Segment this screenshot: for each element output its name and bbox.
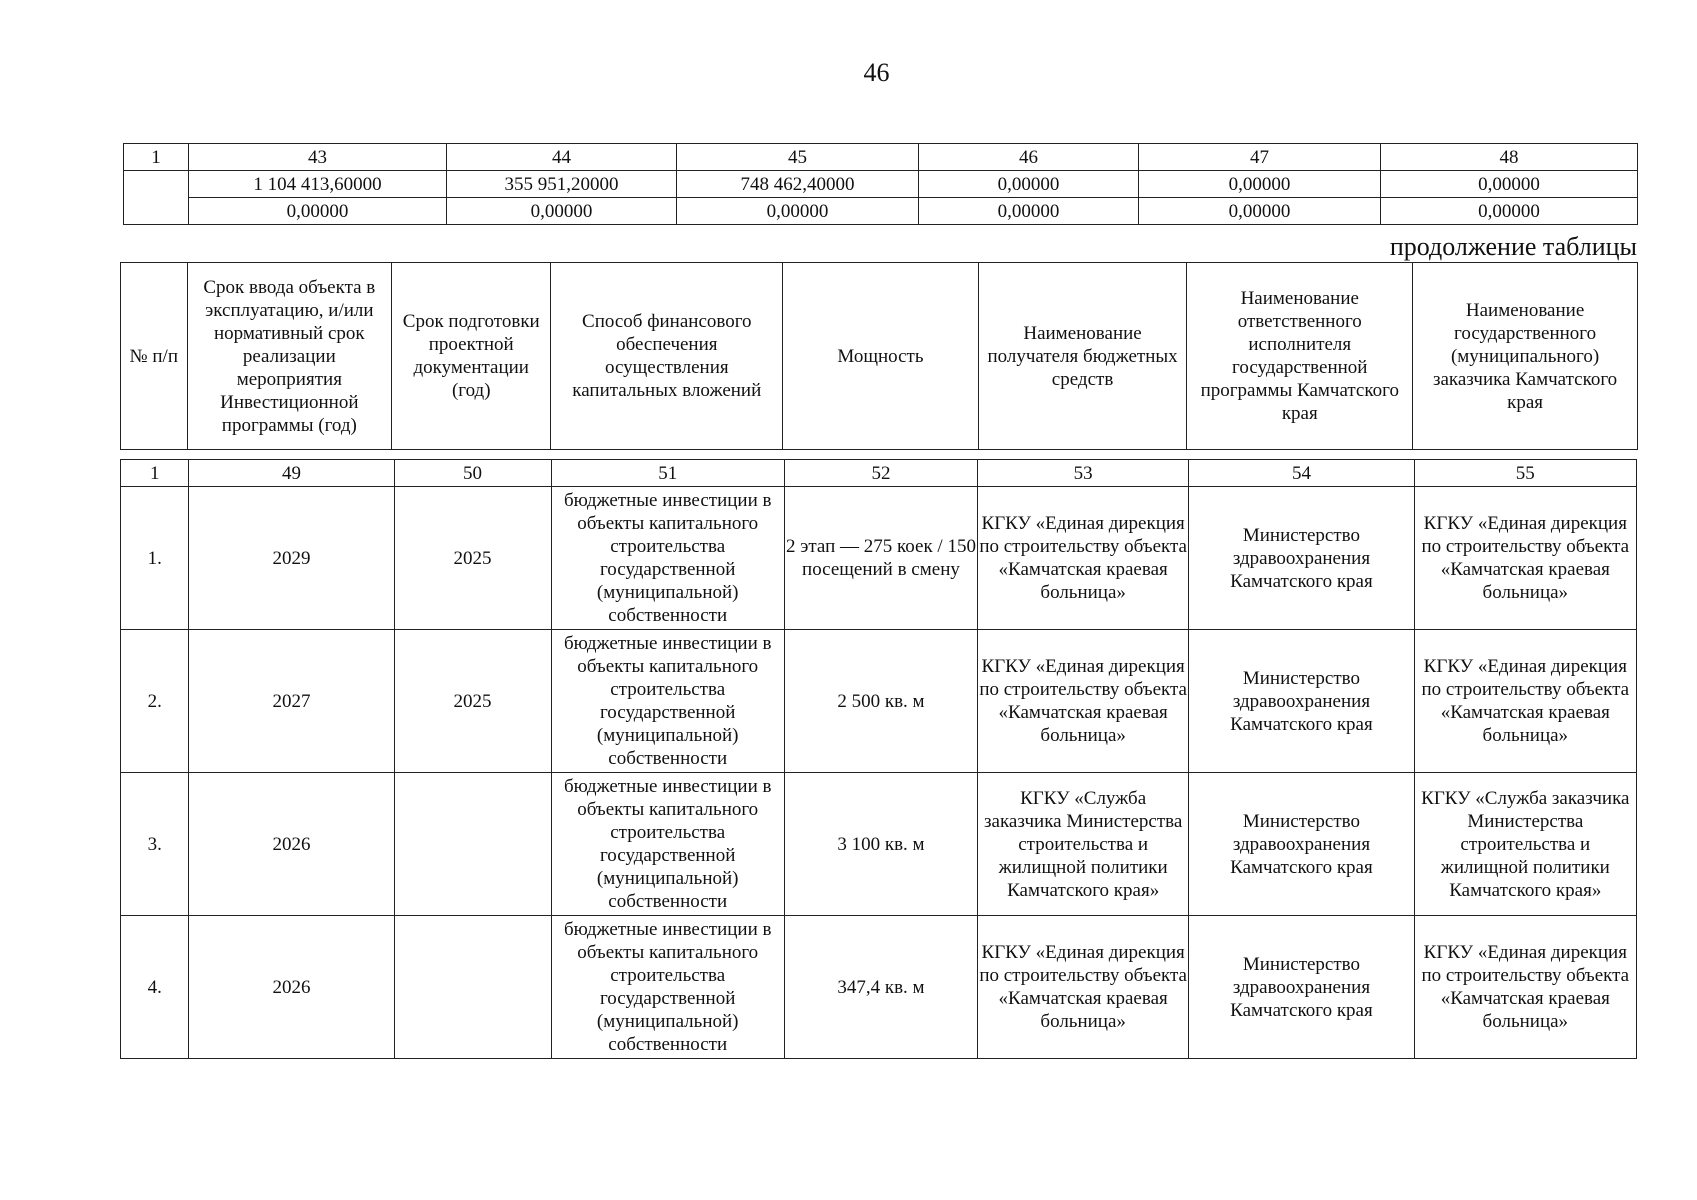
- financing-cell: бюджетные инвестиции в объекты капитального строительства государственной (муниципальной) собственности: [551, 916, 784, 1059]
- commissioning-cell: 2026: [189, 773, 394, 916]
- capacity-cell: 347,4 кв. м: [784, 916, 977, 1059]
- column-number-cell: 54: [1189, 460, 1414, 487]
- table-row: [121, 630, 1637, 773]
- customer-cell: КГКУ «Единая дирекция по строительству объекта «Камчатская краевая больница»: [1414, 487, 1636, 630]
- customer-cell: КГКУ «Единая дирекция по строительству объекта «Камчатская краевая больница»: [1414, 916, 1636, 1059]
- customer-cell: КГКУ «Единая дирекция по строительству объекта «Камчатская краевая больница»: [1414, 630, 1636, 773]
- top-table-header-cell: 44: [447, 144, 677, 171]
- top-table-cell: 0,00000: [919, 171, 1139, 198]
- page-number: 46: [863, 58, 890, 87]
- top-table-header-row: [124, 144, 1638, 171]
- commissioning-cell: 2027: [189, 630, 394, 773]
- commissioning-cell: 2026: [189, 916, 394, 1059]
- executor-cell: Министерство здравоохранения Камчатского края: [1189, 916, 1414, 1059]
- table-row: [121, 773, 1637, 916]
- column-number-cell: 1: [121, 460, 189, 487]
- top-table-header-cell: 47: [1139, 144, 1381, 171]
- design-docs-cell: [394, 916, 551, 1059]
- top-table-cell: 0,00000: [919, 198, 1139, 225]
- header-cell-capacity: Мощность: [783, 263, 979, 450]
- executor-cell: Министерство здравоохранения Камчатского края: [1189, 773, 1414, 916]
- header-cell-commissioning: Срок ввода объекта в эксплуатацию, и/или нормативный срок реализации мероприятия Инвестиционной программы (год): [187, 263, 392, 450]
- table-row: [121, 916, 1637, 1059]
- top-table: [123, 143, 1638, 225]
- column-number-cell: 49: [189, 460, 394, 487]
- top-table-header-cell: 45: [677, 144, 919, 171]
- header-cell-customer: Наименование государственного (муниципального) заказчика Камчатского края: [1413, 263, 1638, 450]
- top-table-cell: 0,00000: [1381, 171, 1638, 198]
- recipient-cell: КГКУ «Единая дирекция по строительству объекта «Камчатская краевая больница»: [978, 630, 1189, 773]
- column-number-cell: 53: [978, 460, 1189, 487]
- top-table-cell: 0,00000: [1139, 198, 1381, 225]
- top-table-header-cell: 43: [189, 144, 447, 171]
- row-number-cell: 2.: [121, 630, 189, 773]
- top-table-cell: 0,00000: [677, 198, 919, 225]
- continuation-label: продолжение таблицы: [1389, 232, 1637, 261]
- commissioning-cell: 2029: [189, 487, 394, 630]
- executor-cell: Министерство здравоохранения Камчатского края: [1189, 630, 1414, 773]
- main-table: [120, 459, 1637, 1059]
- header-cell-financing: Способ финансового обеспечения осуществления капитальных вложений: [551, 263, 783, 450]
- header-cell-executor: Наименование ответственного исполнителя государственной программы Камчатского края: [1187, 263, 1413, 450]
- top-table-cell: 1 104 413,60000: [189, 171, 447, 198]
- row-number-cell: 3.: [121, 773, 189, 916]
- top-table-row: [124, 198, 1638, 225]
- capacity-cell: 2 этап — 275 коек / 150 посещений в смену: [784, 487, 977, 630]
- capacity-cell: 2 500 кв. м: [784, 630, 977, 773]
- row-number-cell: 1.: [121, 487, 189, 630]
- column-number-cell: 50: [394, 460, 551, 487]
- top-table-cell: 748 462,40000: [677, 171, 919, 198]
- table-row: [121, 487, 1637, 630]
- executor-cell: Министерство здравоохранения Камчатского края: [1189, 487, 1414, 630]
- top-table-row: [124, 171, 1638, 198]
- header-cell-design-docs: Срок подготовки проектной документации (год): [392, 263, 551, 450]
- header-row: [121, 263, 1638, 450]
- column-number-cell: 51: [551, 460, 784, 487]
- customer-cell: КГКУ «Служба заказчика Министерства строительства и жилищной политики Камчатского края»: [1414, 773, 1636, 916]
- top-table-cell: 0,00000: [447, 198, 677, 225]
- top-table-header-cell: 1: [124, 144, 189, 171]
- recipient-cell: КГКУ «Служба заказчика Министерства строительства и жилищной политики Камчатского края»: [978, 773, 1189, 916]
- main-table-header: [120, 262, 1638, 450]
- financing-cell: бюджетные инвестиции в объекты капитального строительства государственной (муниципальной) собственности: [551, 630, 784, 773]
- design-docs-cell: [394, 773, 551, 916]
- capacity-cell: 3 100 кв. м: [784, 773, 977, 916]
- top-table-header-cell: 48: [1381, 144, 1638, 171]
- header-cell-recipient: Наименование получателя бюджетных средств: [978, 263, 1187, 450]
- recipient-cell: КГКУ «Единая дирекция по строительству объекта «Камчатская краевая больница»: [978, 487, 1189, 630]
- column-number-cell: 55: [1414, 460, 1636, 487]
- top-table-cell: 0,00000: [189, 198, 447, 225]
- top-table-cell: 0,00000: [1139, 171, 1381, 198]
- design-docs-cell: 2025: [394, 487, 551, 630]
- column-number-row: [121, 460, 1637, 487]
- row-number-cell: 4.: [121, 916, 189, 1059]
- header-cell-number: № п/п: [121, 263, 188, 450]
- top-table-cell: 355 951,20000: [447, 171, 677, 198]
- financing-cell: бюджетные инвестиции в объекты капитального строительства государственной (муниципальной) собственности: [551, 773, 784, 916]
- top-table-cell: 0,00000: [1381, 198, 1638, 225]
- top-table-empty-cell: [124, 171, 189, 225]
- financing-cell: бюджетные инвестиции в объекты капитального строительства государственной (муниципальной) собственности: [551, 487, 784, 630]
- recipient-cell: КГКУ «Единая дирекция по строительству объекта «Камчатская краевая больница»: [978, 916, 1189, 1059]
- column-number-cell: 52: [784, 460, 977, 487]
- design-docs-cell: 2025: [394, 630, 551, 773]
- top-table-header-cell: 46: [919, 144, 1139, 171]
